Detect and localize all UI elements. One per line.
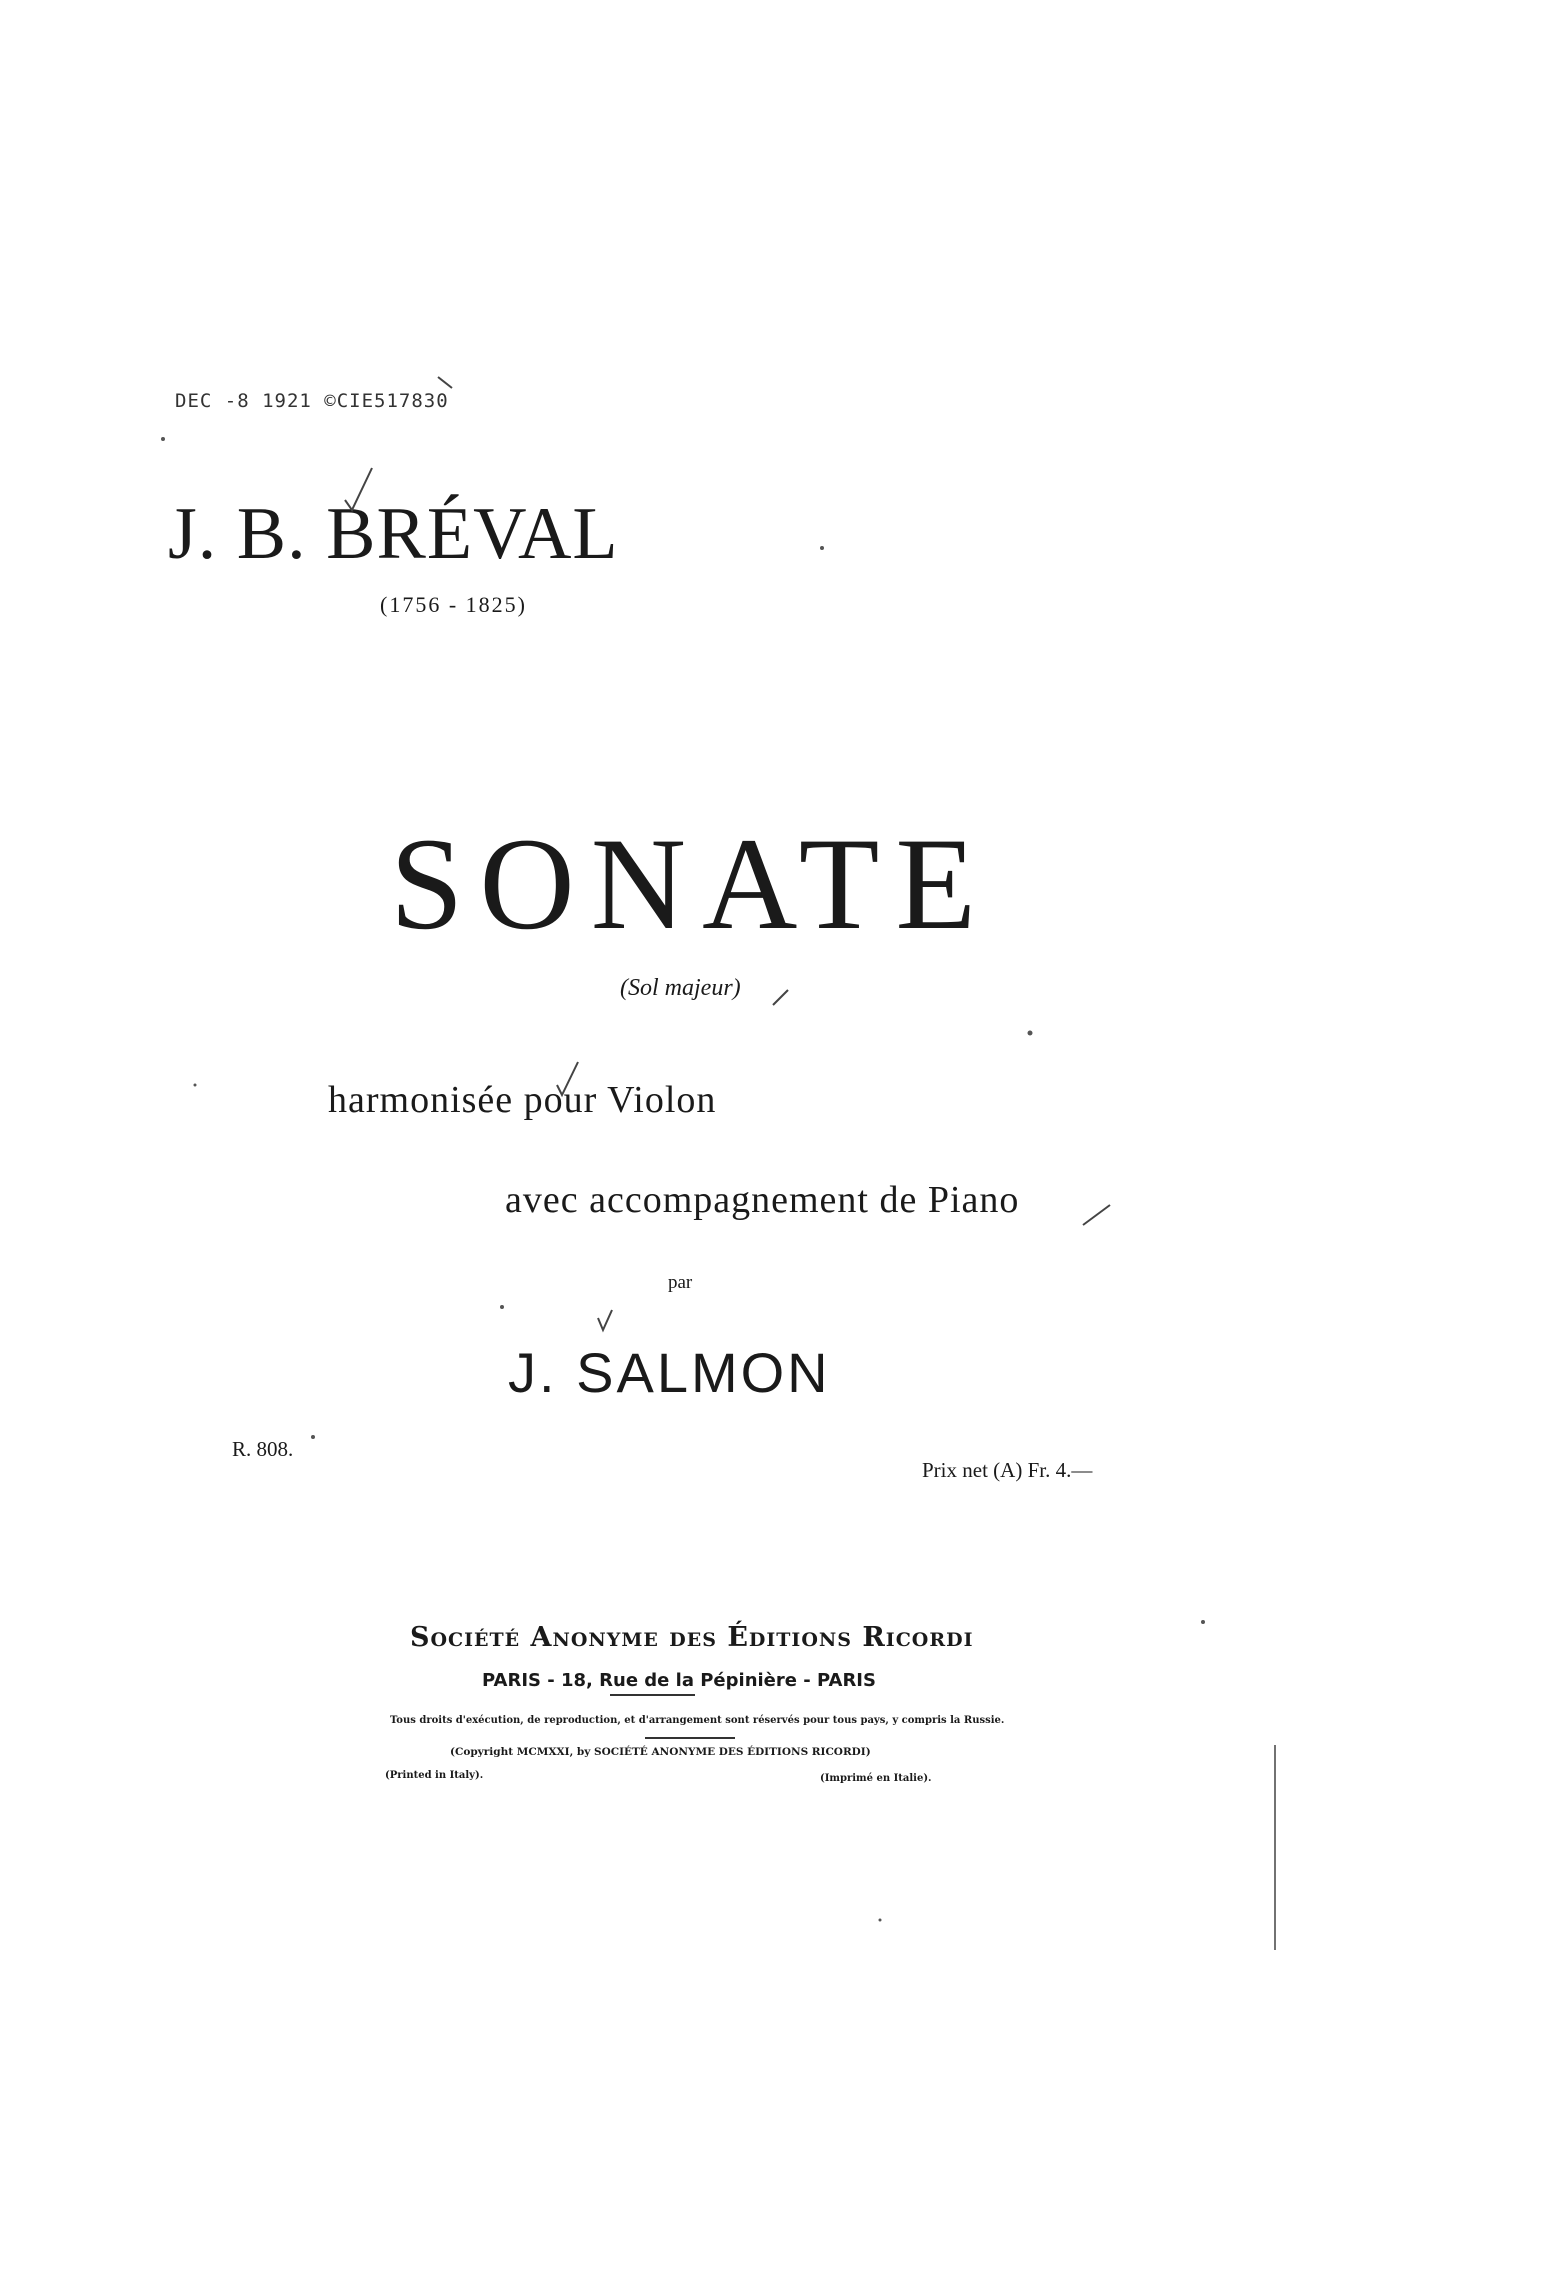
checkmark-icon [598, 1310, 612, 1330]
by-label: par [668, 1272, 693, 1293]
arranger-name: J. SALMON [508, 1341, 831, 1404]
work-title: SONATE [390, 810, 993, 957]
composer-name: J. B. BRÉVAL [168, 493, 619, 575]
speck-icon [500, 1305, 504, 1309]
subtitle-line-2: avec accompagnement de Piano [505, 1179, 1020, 1221]
speck-icon [820, 546, 824, 550]
composer-dates: (1756 - 1825) [380, 592, 527, 617]
tick-mark-icon [438, 377, 452, 388]
imprime-en-italie: (Imprimé en Italie). [820, 1773, 932, 1784]
copyright-notice: (Copyright MCMXXI, by SOCIÉTÉ ANONYME DES ÉDITIONS RICORDI) [450, 1746, 871, 1758]
speck-icon [161, 437, 165, 441]
checkmark-icon [345, 468, 372, 510]
subtitle-line-1: harmonisée pour Violon [328, 1079, 717, 1121]
publisher-name: Société Anonyme des Éditions Ricordi [410, 1622, 974, 1653]
rights-notice: Tous droits d'exécution, de reproduction, et d'arrangement sont réservés pour tous pays, y compris la Russie. [390, 1715, 1005, 1726]
speck-icon [311, 1435, 315, 1439]
speck-icon [879, 1919, 882, 1922]
speck-icon [1201, 1620, 1205, 1624]
speck-icon [194, 1084, 197, 1087]
work-key: (Sol majeur) [620, 975, 741, 1001]
copyright-stamp: DEC -8 1921 ©CIE517830 [175, 390, 449, 412]
tick-mark-icon [773, 990, 788, 1005]
publisher-address: PARIS - 18, Rue de la Pépinière - PARIS [482, 1670, 876, 1691]
price: Prix net (A) Fr. 4.— [922, 1458, 1093, 1482]
checkmark-icon [557, 1062, 578, 1095]
tick-mark-icon [1083, 1205, 1110, 1225]
speck-icon [1028, 1031, 1033, 1036]
catalog-number: R. 808. [232, 1437, 294, 1461]
printed-in-italy: (Printed in Italy). [385, 1770, 484, 1781]
